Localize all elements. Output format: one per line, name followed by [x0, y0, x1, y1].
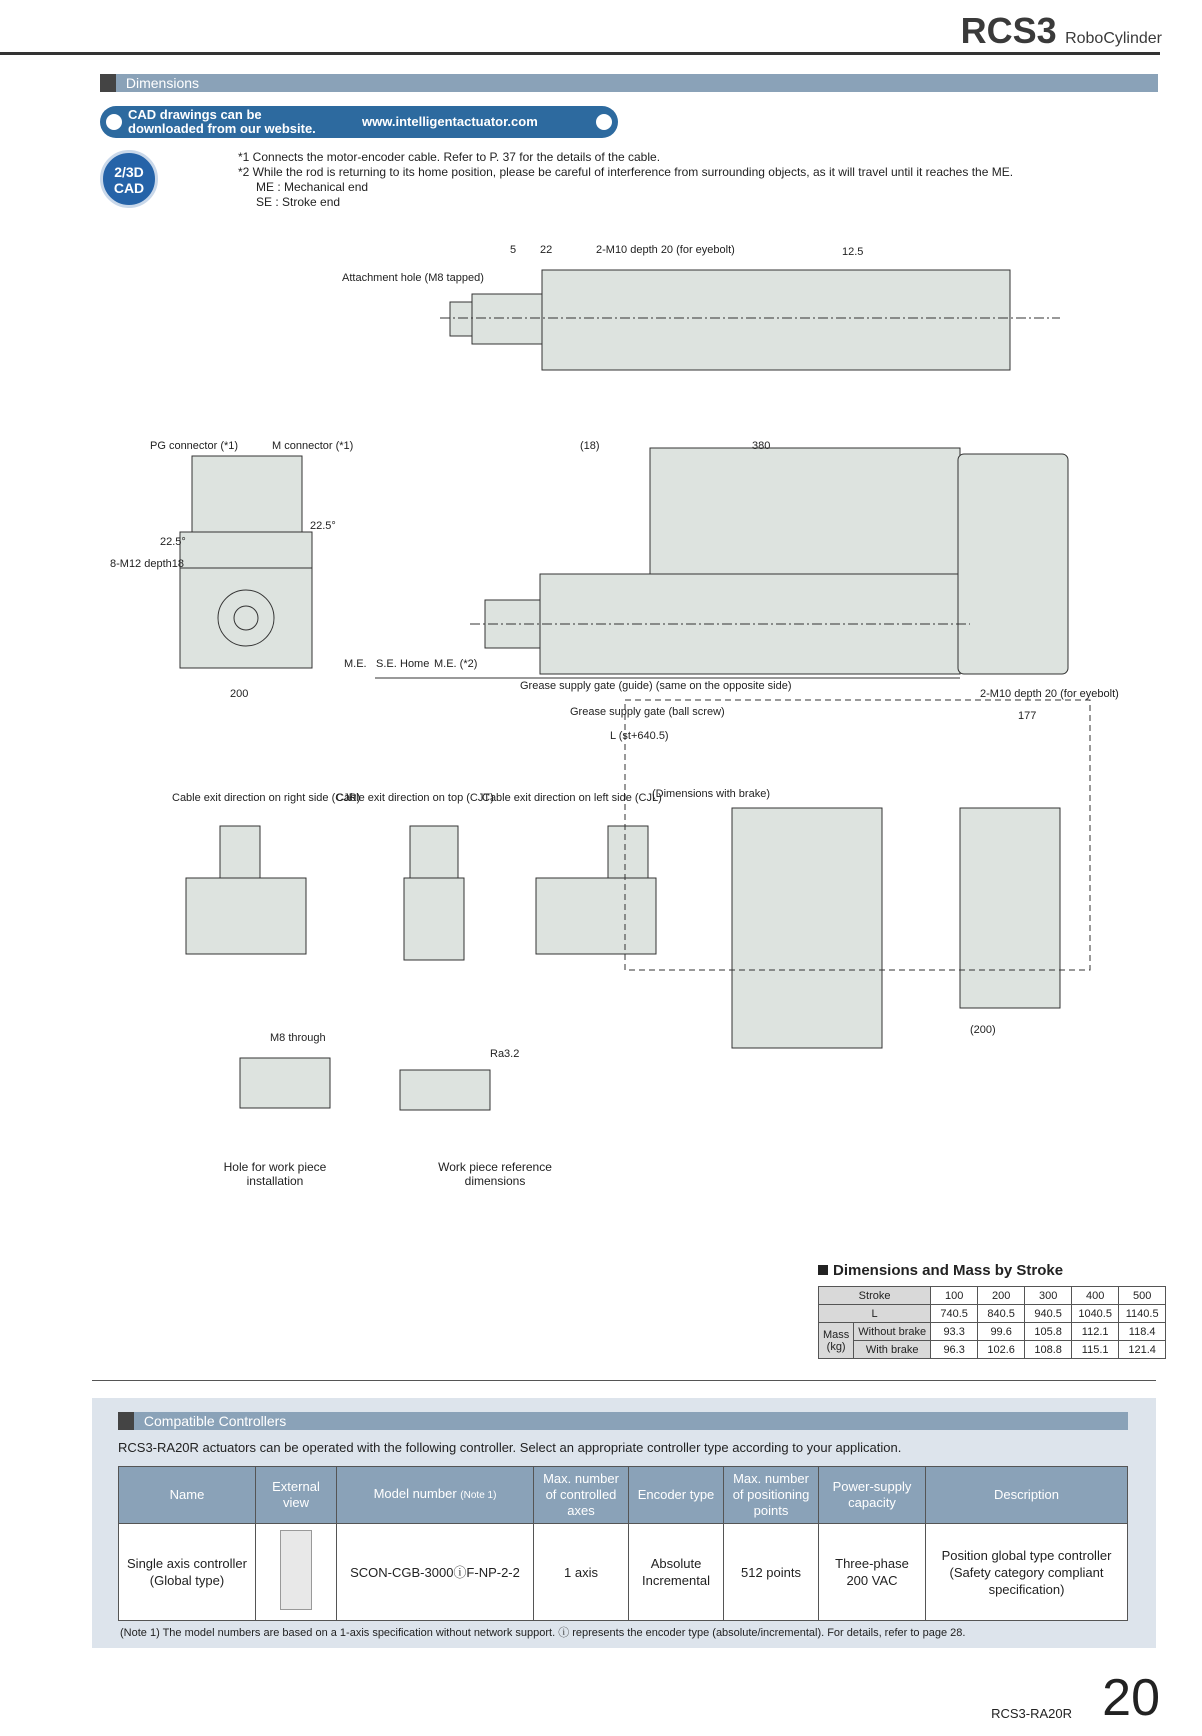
section-tab — [100, 74, 116, 92]
mass-label: Mass (kg) — [819, 1323, 854, 1359]
label: 22.5° — [310, 520, 336, 532]
note-2: *2 While the rod is returning to its home position, please be careful of interference from surrounding objects, as it will travel until it reaches the ME. — [238, 165, 1014, 179]
label: Cable exit direction on left side (CJL) — [482, 792, 662, 804]
top-view-rod-end — [450, 302, 472, 336]
cad-note: CAD drawings can be downloaded from our website. — [128, 107, 316, 136]
brand-subtitle: RoboCylinder — [1065, 30, 1162, 47]
label: Cable exit direction on right side (CJR) — [172, 792, 361, 804]
cjr-body — [186, 878, 306, 954]
label: Home — [400, 658, 430, 670]
label: M8 through — [270, 1032, 326, 1044]
label: 22.5° — [160, 536, 186, 548]
dimensions-section-bar — [100, 74, 1158, 92]
dimension-notes — [238, 150, 1013, 210]
dimensions-mass-table — [818, 1286, 1166, 1359]
stroke-header: Stroke — [819, 1287, 931, 1305]
work-caption: Work piece reference dimensions — [438, 1160, 552, 1188]
front-view-motor — [192, 456, 302, 532]
controller-points: 512 points — [724, 1524, 819, 1621]
label: Grease supply gate (ball screw) — [570, 706, 725, 718]
controllers-rule — [92, 1380, 1156, 1381]
controller-name: Single axis controller (Global type) — [119, 1524, 256, 1621]
label: 22 — [540, 244, 553, 256]
cjl-body — [536, 878, 656, 954]
label: 200 — [230, 688, 249, 700]
note-se: SE : Stroke end — [256, 195, 341, 209]
label: 5 — [510, 244, 517, 256]
hole-detail-part — [240, 1058, 330, 1108]
end-view-body — [958, 454, 1068, 674]
front-view-flange — [180, 568, 312, 668]
label: L (st+640.5) — [610, 730, 669, 742]
table-row: Stroke 100 200 300 400 500 — [819, 1287, 1166, 1305]
controllers-intro: RCS3-RA20R actuators can be operated with the following controller. Select an appropriate controller type according to your application. — [118, 1440, 902, 1455]
label: 177 — [1018, 710, 1037, 722]
label: 380 — [752, 440, 771, 452]
controllers-section-bar — [118, 1412, 1128, 1430]
cad-url-link[interactable]: www.intelligentactuator.com — [362, 114, 538, 129]
cad-download-banner[interactable] — [100, 106, 618, 138]
label: Grease supply gate (guide) (same on the opposite side) — [520, 680, 792, 692]
label: (200) — [970, 1024, 996, 1036]
circle-icon — [106, 114, 122, 130]
label: M connector (*1) — [272, 440, 354, 452]
controllers-footnote: (Note 1) The model numbers are based on a 1-axis specification without network support. ⓘ represents the encoder type (absolute/incremental). For details, refer to page 28. — [120, 1627, 966, 1639]
note-1: *1 Connects the motor-encoder cable. Refer to P. 37 for the details of the cable. — [238, 150, 661, 164]
label: 8-M12 depth18 — [110, 558, 184, 570]
label: Cable exit direction on top (CJT) — [336, 792, 494, 804]
brake-side-body — [732, 808, 882, 1048]
brand-header — [961, 10, 1162, 52]
header-rule — [0, 52, 1160, 55]
hole-caption: Hole for work piece installation — [223, 1160, 327, 1188]
label: PG connector (*1) — [150, 440, 239, 452]
cjl-motor — [608, 826, 648, 878]
dimensions-title: Dimensions — [125, 75, 200, 91]
label: 2-M10 depth 20 (for eyebolt) — [980, 688, 1119, 700]
controller-axes: 1 axis — [534, 1524, 629, 1621]
controller-encoder: Absolute Incremental — [629, 1524, 724, 1621]
front-view-iai-plate — [180, 532, 312, 568]
label: Ra3.2 — [490, 1048, 520, 1060]
controller-image — [280, 1530, 312, 1610]
controller-model: SCON-CGB-3000ⓘF-NP-2-2 — [337, 1524, 534, 1621]
square-icon — [818, 1265, 828, 1275]
table-row: Mass (kg) Without brake 93.3 99.6 105.8 112.1 118.4 — [819, 1323, 1166, 1341]
label: Attachment hole (M8 tapped) — [342, 272, 484, 284]
table-row: With brake 96.3 102.6 108.8 115.1 121.4 — [819, 1341, 1166, 1359]
label: (18) — [580, 440, 600, 452]
label: S.E. — [376, 658, 397, 670]
cjr-motor — [220, 826, 260, 878]
table-header-row: Name External view Model number (Note 1) Max. number of controlled axes Encoder type Max. number of positioning points Power-supply capacity Description — [119, 1467, 1128, 1524]
table-row: L 740.5 840.5 940.5 1040.5 1140.5 — [819, 1305, 1166, 1323]
label: M.E. — [344, 658, 367, 670]
label: 12.5 — [842, 246, 864, 258]
note-me: ME : Mechanical end — [256, 180, 369, 194]
controllers-title: Compatible Controllers — [143, 1413, 287, 1429]
brand-title: RCS3 — [960, 10, 1057, 51]
brake-end-body — [960, 808, 1060, 1008]
label: (Dimensions with brake) — [652, 788, 770, 800]
section-tab — [118, 1412, 134, 1430]
controller-description: Position global type controller (Safety category compliant specification) — [926, 1524, 1128, 1621]
cad-badge: 2/3D CAD — [100, 150, 158, 208]
circle-icon — [596, 114, 612, 130]
top-view-rod — [472, 294, 542, 344]
dimension-drawings — [100, 244, 1120, 1260]
label: M.E. (*2) — [434, 658, 478, 670]
dimensions-mass-title: Dimensions and Mass by Stroke — [818, 1262, 1063, 1279]
controllers-table — [118, 1466, 1128, 1621]
cjt-body — [404, 878, 464, 960]
top-view-body — [542, 270, 1010, 370]
controller-power: Three-phase 200 VAC — [819, 1524, 926, 1621]
label: 2-M10 depth 20 (for eyebolt) — [596, 244, 735, 256]
cjt-motor — [410, 826, 458, 878]
model-code: RCS3-RA20R — [991, 1706, 1072, 1721]
technical-drawing — [100, 260, 1120, 1260]
work-detail-part — [400, 1070, 490, 1110]
table-row — [119, 1524, 1128, 1621]
page-number: 20 — [1102, 1669, 1160, 1727]
controller-external-view — [256, 1524, 337, 1621]
